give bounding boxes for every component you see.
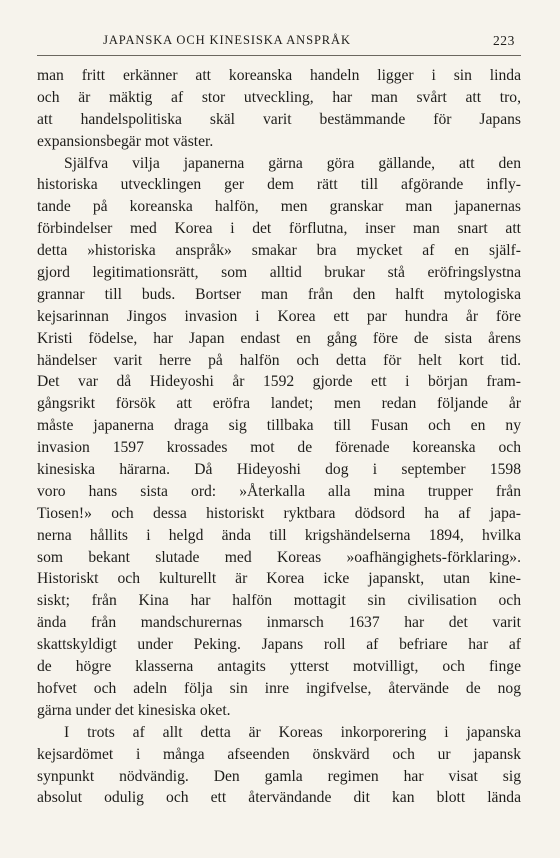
text-line: gångsrikt försök att eröfra landet; men redan följande år	[37, 395, 521, 413]
text-line: I trots af allt detta är Koreas inkorporering i japanska	[64, 723, 521, 741]
text-line: händelser varit herre på halfön och detta för helt kort tid.	[37, 351, 521, 369]
running-title: JAPANSKA OCH KINESISKA ANSPRÅK	[103, 33, 351, 47]
text-line: förbindelser med Korea i det förflutna, inser man snart att	[37, 220, 521, 238]
text-line: och är mäktig af stor utveckling, har man svårt att tro,	[37, 88, 521, 106]
header-rule	[37, 55, 521, 56]
text-line: historiska utvecklingen ger dem rätt till afgörande infly-	[37, 176, 521, 194]
body-text	[37, 65, 521, 809]
text-line: skattskyldigt under Peking. Japans roll af befriare har af	[37, 636, 521, 654]
text-line: synpunkt nödvändig. Den gamla regimen har visat sig	[37, 767, 521, 785]
text-line: att handelspolitiska skäl varit bestämmande för Japans	[37, 110, 521, 128]
text-line: kejsardömet i många afseenden önskvärd och ur japansk	[37, 745, 521, 763]
text-line: expansionsbegär mot väster.	[37, 132, 214, 150]
text-line: grannar till buds. Bortser man från den halft mytologiska	[37, 285, 521, 303]
text-line: siskt; från Kina har halfön mottagit sin civilisation och	[37, 592, 521, 610]
text-line: de högre klasserna antagits ytterst motvilligt, och finge	[37, 658, 521, 676]
book-page	[37, 0, 521, 858]
text-line: Det var då Hideyoshi år 1592 gjorde ett i början fram-	[37, 373, 521, 391]
text-line: måste japanerna draga sig tillbaka till Fusan och en ny	[37, 417, 521, 435]
text-line: invasion 1597 krossades mot de förenade koreanska och	[37, 439, 521, 457]
page-number: 223	[492, 33, 515, 48]
text-line: absolut odulig och ett återvändande dit kan blott lända	[37, 789, 521, 807]
text-line: Själfva vilja japanerna gärna göra gällande, att den	[64, 154, 521, 172]
text-line: ända från mandschurernas inmarsch 1637 har det varit	[37, 614, 521, 632]
text-line: detta »historiska anspråk» smakar bra mycket af en själf-	[37, 242, 521, 260]
text-line: Historiskt och kulturellt är Korea icke japanskt, utan kine-	[37, 570, 521, 588]
text-line: Kristi födelse, har Japan endast en gång före de sista årens	[37, 329, 521, 347]
text-line: som bekant slutade med Koreas »oafhängighets-förklaring».	[37, 548, 521, 566]
text-line: man fritt erkänner att koreanska handeln ligger i sin linda	[37, 67, 521, 84]
running-head	[37, 33, 521, 53]
text-line: gärna under det kinesiska oket.	[37, 701, 231, 719]
text-line: Tiosen!» och dessa historiskt ryktbara dödsord ha af japa-	[37, 504, 521, 522]
text-line: nerna hållits i helgd ända till krigshändelserna 1894, hvilka	[37, 526, 521, 544]
text-line: kejsarinnan Jingos invasion i Korea ett par hundra år före	[37, 307, 521, 325]
text-line: hofvet och adeln följa sin inre ingifvelse, återvände de nog	[37, 679, 521, 697]
text-line: gjord legitimationsrätt, som alltid brukar stå eröfringslystna	[37, 264, 521, 282]
text-line: voro hans sista ord: »Återkalla alla mina trupper från	[37, 482, 521, 500]
text-line: kinesiska härarna. Då Hideyoshi dog i september 1598	[37, 461, 521, 479]
text-line: tande på koreanska halfön, men granskar man japanernas	[37, 198, 521, 216]
